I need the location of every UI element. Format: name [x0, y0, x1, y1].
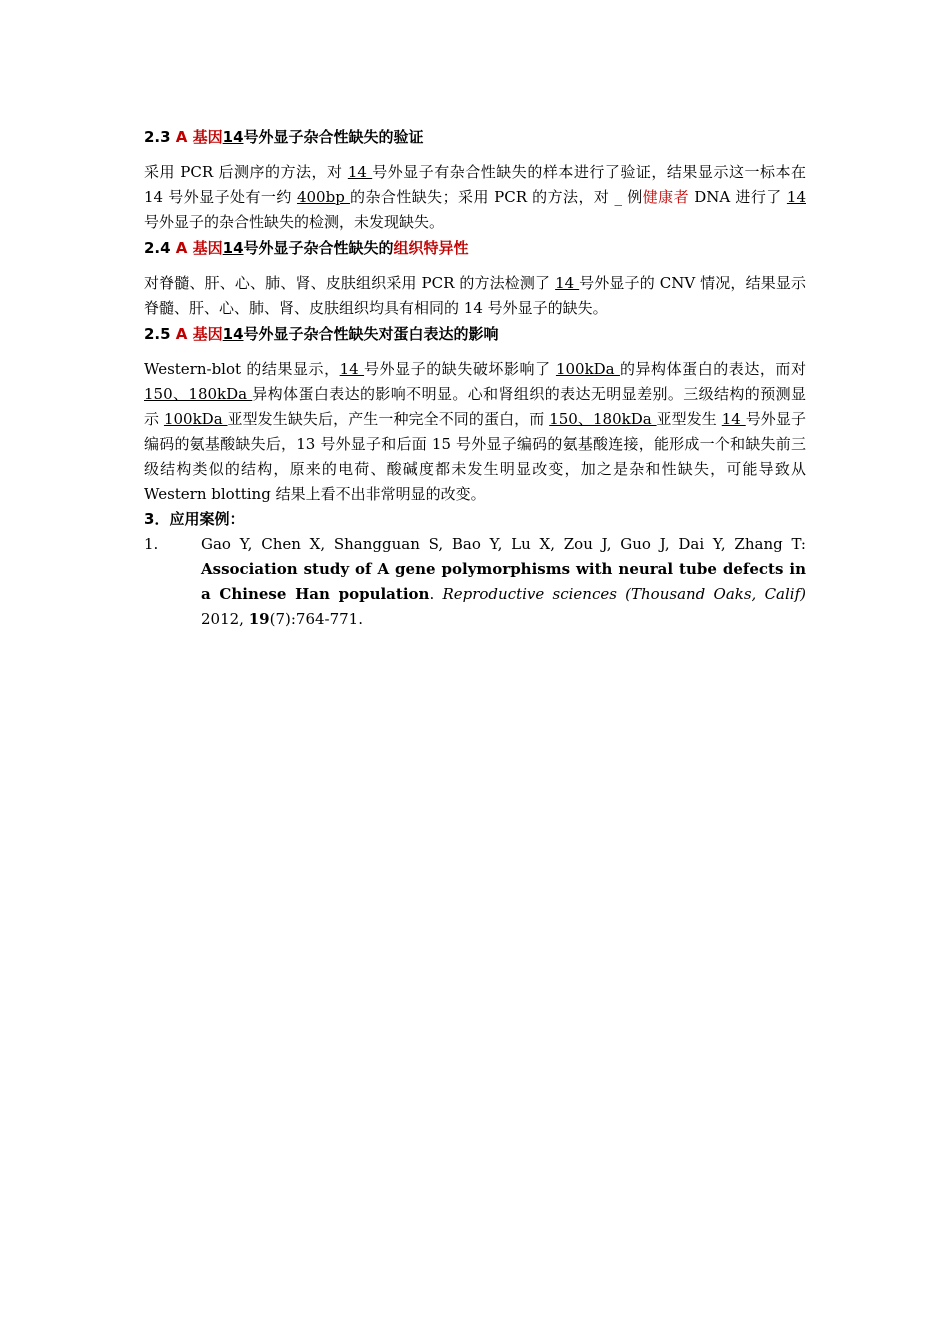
underlined-text: 14 — [339, 360, 365, 378]
underlined-text: 14 — [555, 274, 580, 292]
heading-text: 号外显子杂合性缺失对蛋白表达的影响 — [243, 325, 499, 343]
text: 号外显子的杂合性缺失的检测，未发现缺失。 — [144, 213, 445, 231]
underlined-text: 400bp — [296, 188, 351, 206]
text: . — [429, 585, 443, 603]
section-heading-2-3 — [144, 124, 806, 150]
reference-number: 1. — [144, 535, 159, 553]
reference-title: Association study of A gene polymorphisms with neural tube defects in a Chinese Han population — [201, 560, 806, 603]
heading-text: 号外显子杂合性缺失的 — [243, 239, 394, 257]
text: DNA 进行了 — [689, 188, 787, 206]
reference-body — [201, 532, 806, 632]
text: 的杂合性缺失；采用 PCR 的方法，对 _ 例 — [350, 188, 643, 206]
reference-authors: Gao Y, Chen X, Shangguan S, Bao Y, Lu X, Zou J, Guo J, Dai Y, Zhang T: — [201, 535, 806, 553]
exon-number: 14 — [222, 128, 244, 146]
text: 采用 PCR 后测序的方法，对 — [144, 163, 348, 181]
text: 号外显子有杂合性缺失的样本进行了验证，结果显示这一标本在 14 号外显子处有一约 — [144, 163, 807, 206]
underlined-text: 150、180kDa — [144, 385, 253, 403]
exon-number: 14 — [222, 325, 244, 343]
text: 亚型发生 — [656, 410, 722, 428]
reference-pages: (7):764-771. — [269, 610, 363, 628]
heading-emphasis: 组织特异性 — [393, 239, 469, 257]
highlighted-text: 健康者 — [642, 188, 690, 206]
reference-item — [144, 532, 806, 632]
reference-year: 2012, — [201, 610, 249, 628]
section-number: 2.3 — [144, 128, 176, 146]
underlined-text: 100kDa — [555, 360, 620, 378]
document-body — [144, 124, 806, 632]
section-heading-2-5 — [144, 321, 806, 347]
paragraph-2-4 — [144, 271, 806, 321]
reference-journal: Reproductive sciences (Thousand Oaks, Calif) — [442, 585, 806, 603]
text: 亚型发生缺失后，产生一种完全不同的蛋白，而 — [227, 410, 550, 428]
gene-name: A 基因 — [175, 325, 223, 343]
paragraph-2-3 — [144, 160, 806, 235]
heading-text: ．应用案例： — [154, 510, 245, 528]
underlined-text: 14 — [347, 163, 373, 181]
text: 号外显子编码的氨基酸缺失后，13 号外显子和后面 15 号外显子编码的氨基酸连接，能形成一个和缺失前三级结构类似的结构，原来的电荷、酸碱度都未发生明显改变，加之是杂和性缺失，可能导致从 Western blotting 结果上看不出非常明显的改变。 — [144, 410, 806, 503]
section-heading-3 — [144, 507, 806, 532]
section-number: 2.5 — [144, 325, 176, 343]
text: 异构体蛋白表达的影响不明显。心和肾组织的表达无明显差别。三级结构的预测显示 — [144, 385, 806, 428]
section-heading-2-4 — [144, 235, 806, 261]
section-number: 3 — [144, 510, 155, 528]
underlined-text: 14 — [721, 410, 746, 428]
exon-number: 14 — [222, 239, 244, 257]
text: 号外显子的 CNV 情况，结果显示脊髓、肝、心、肺、肾、皮肤组织均具有相同的 14 号外显子的缺失。 — [144, 274, 807, 317]
text: 的异构体蛋白的表达，而对 — [619, 360, 806, 378]
underlined-text: 100kDa — [163, 410, 228, 428]
underlined-text: 150、180kDa — [549, 410, 657, 428]
section-number: 2.4 — [144, 239, 176, 257]
reference-volume: 19 — [248, 610, 270, 628]
gene-name: A 基因 — [175, 128, 223, 146]
paragraph-2-5 — [144, 357, 806, 507]
heading-text: 号外显子杂合性缺失的验证 — [243, 128, 424, 146]
text: Western-blot 的结果显示， — [144, 360, 340, 378]
text: 号外显子的缺失破坏影响了 — [364, 360, 556, 378]
gene-name: A 基因 — [175, 239, 223, 257]
text: 对脊髓、肝、心、肺、肾、皮肤组织采用 PCR 的方法检测了 — [144, 274, 556, 292]
underlined-text: 14 — [786, 188, 806, 206]
